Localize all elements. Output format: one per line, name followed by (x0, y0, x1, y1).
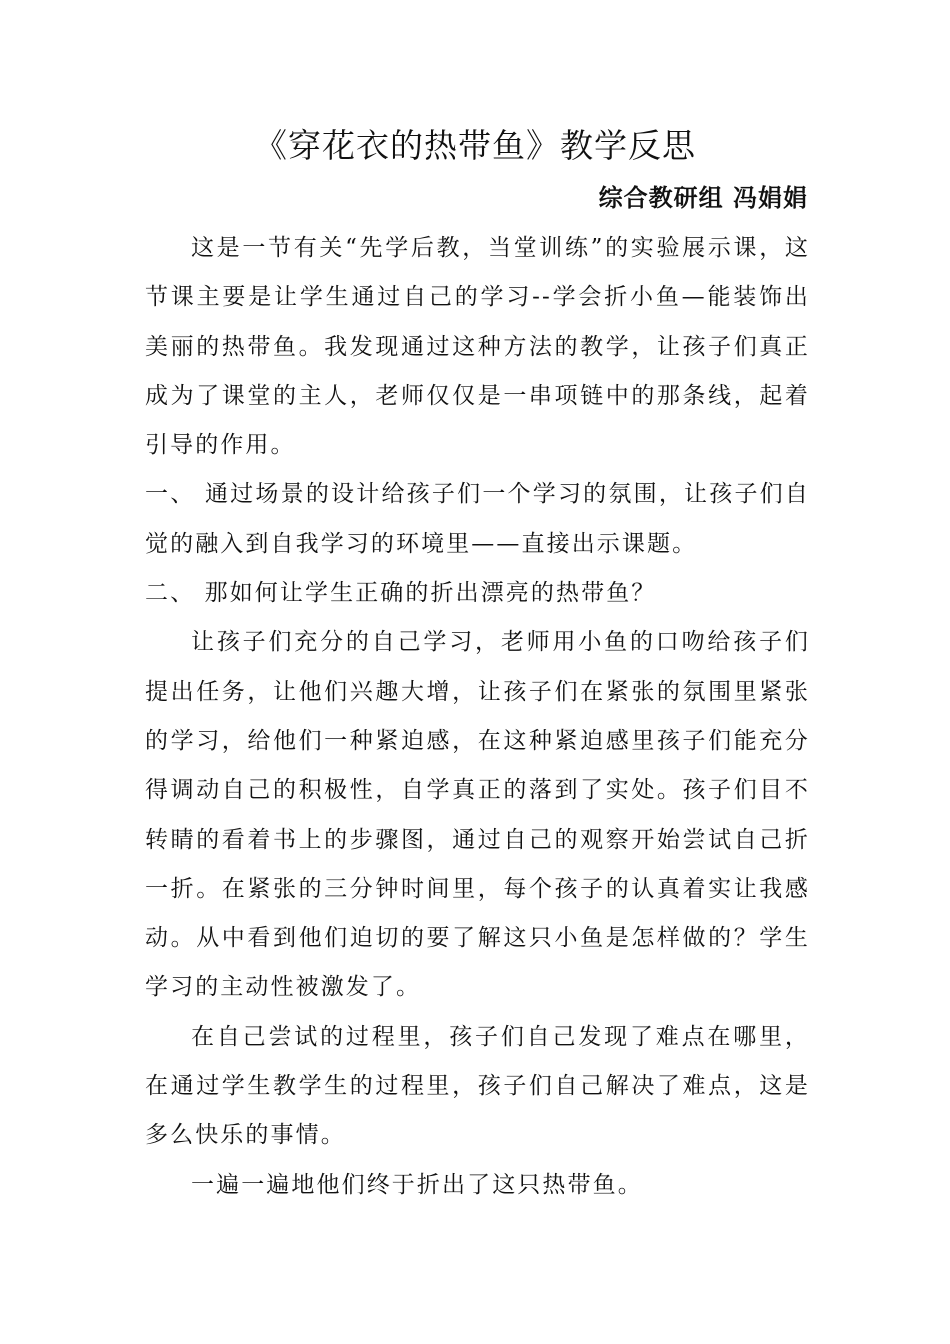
paragraph-point-two: 二、 那如何让学生正确的折出漂亮的热带鱼？ (145, 580, 657, 607)
paragraph-point-one: 一、 通过场景的设计给孩子们一个学习的氛围，让孩子们自觉的融入到自我学习的环境里——直接出示课题。 (145, 481, 810, 557)
paragraph-difficulty: 在自己尝试的过程里，孩子们自己发现了难点在哪里，在通过学生教学生的过程里，孩子们自己解决了难点，这是多么快乐的事情。 (145, 1023, 810, 1149)
paragraph-conclusion: 一遍一遍地他们终于折出了这只热带鱼。 (191, 1171, 643, 1198)
paragraph-self-study: 让孩子们充分的自己学习，老师用小鱼的口吻给孩子们提出任务，让他们兴趣大增，让孩子们在紧张的氛围里紧张的学习，给他们一种紧迫感，在这种紧迫感里孩子们能充分得调动自己的积极性，自学真正的落到了实处。孩子们目不转睛的看着书上的步骤图，通过自己的观察开始尝试自己折一折。在紧张的三分钟时间里，每个孩子的认真着实让我感动。从中看到他们迫切的要了解这只小鱼是怎样做的？学生学习的主动性被激发了。 (145, 629, 810, 1001)
document-body (145, 224, 810, 1210)
document-title: 《穿花衣的热带鱼》教学反思 (254, 126, 696, 165)
author-line: 综合教研组 冯娟娟 (598, 184, 808, 212)
paragraph-intro: 这是一节有关“先学后教，当堂训练”的实验展示课，这节课主要是让学生通过自己的学习--学会折小鱼—能装饰出美丽的热带鱼。我发现通过这种方法的教学，让孩子们真正成为了课堂的主人，老师仅仅是一串项链中的那条线，起着引导的作用。 (145, 235, 810, 459)
